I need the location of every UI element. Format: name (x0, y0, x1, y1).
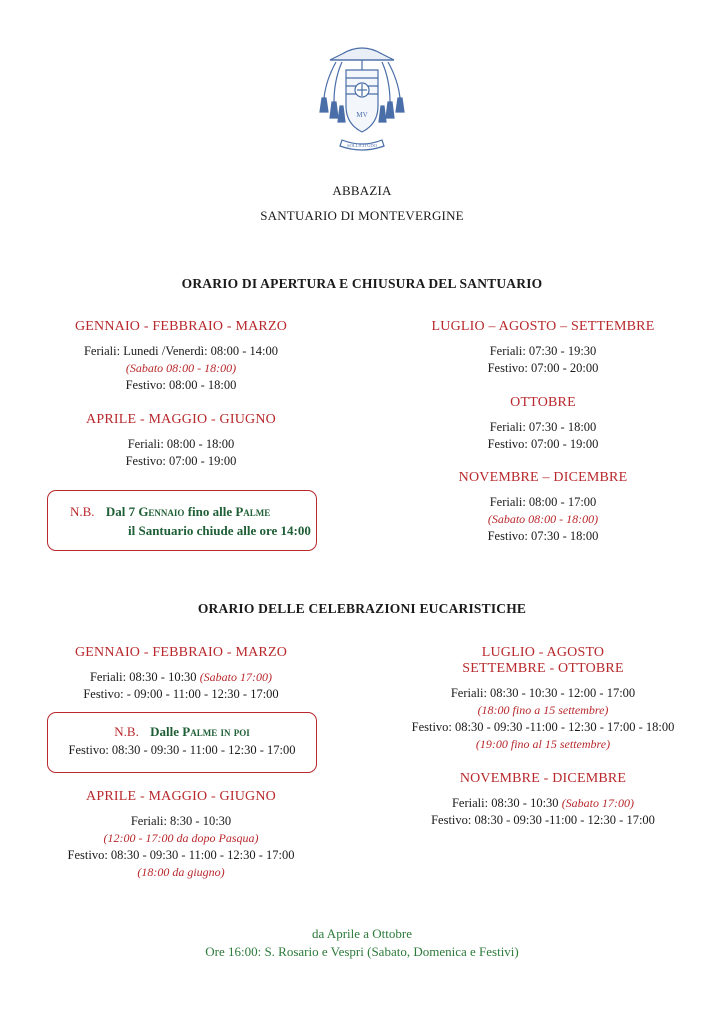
opening-holiday-hours: Festivo: 07:00 - 19:00 (125, 454, 237, 468)
month-heading: LUGLIO - AGOSTO (481, 645, 605, 660)
mass-note-box (47, 712, 317, 773)
opening-weekday-hours: Feriali: 08:00 - 18:00 (127, 437, 235, 451)
note-holiday-hours: Festivo: 08:30 - 09:30 - 11:00 - 12:30 - 17:00 (68, 743, 296, 757)
mass-weekday-note: (18:00 fino a 15 settembre) (477, 703, 609, 717)
mass-weekday-hours: Feriali: 08:30 - 10:30 - 12:00 - 17:00 (450, 686, 636, 700)
nb-label: N.B. (70, 504, 95, 519)
crest-motto: SOLLICITUDO (347, 143, 377, 148)
abbey-coat-of-arms (312, 40, 412, 160)
opening-saturday-hours: (Sabato 08:00 - 18:00) (487, 512, 599, 526)
opening-weekday-hours: Feriali: 08:00 - 17:00 (489, 495, 597, 509)
month-heading: OTTOBRE (510, 395, 576, 410)
opening-holiday-hours: Festivo: 07:30 - 18:00 (487, 529, 599, 543)
mass-holiday-hours: Festivo: 08:30 - 09:30 -11:00 - 12:30 - 17:00 (431, 813, 655, 827)
month-heading: NOVEMBRE – DICEMBRE (458, 470, 628, 485)
mass-nov-dec-block (382, 771, 704, 829)
note-text: fino alle (184, 504, 236, 519)
opening-holiday-hours: Festivo: 08:00 - 18:00 (125, 378, 237, 392)
opening-holiday-hours: Festivo: 07:00 - 19:00 (487, 437, 599, 451)
mass-weekday-hours: Feriali: 8:30 - 10:30 (130, 814, 232, 828)
mass-holiday-hours: Festivo: - 09:00 - 11:00 - 12:30 - 17:00 (83, 687, 279, 701)
opening-weekday-hours: Feriali: 07:30 - 19:30 (489, 344, 597, 358)
mass-jan-mar-block (40, 645, 322, 703)
mass-jul-oct-block (382, 645, 704, 753)
note-closing-line: il Santuario chiude alle ore 14:00 (128, 523, 311, 538)
note-text-sc: Gennaio (138, 504, 185, 519)
mass-weekday-hours: Feriali: 08:30 - 10:30 (451, 796, 562, 810)
month-heading: GENNAIO - FEBBRAIO - MARZO (74, 645, 288, 660)
opening-weekday-hours: Feriali: 07:30 - 18:00 (489, 420, 597, 434)
nb-label: N.B. (114, 724, 139, 739)
month-heading: NOVEMBRE - DICEMBRE (459, 771, 627, 786)
mass-holiday-note: (19:00 fino al 15 settembre) (475, 737, 611, 751)
mass-holiday-hours: Festivo: 08:30 - 09:30 -11:00 - 12:30 - 17:00 - 18:00 (411, 720, 675, 734)
header-santuario: SANTUARIO DI MONTEVERGINE (260, 208, 464, 223)
mass-saturday-note: (Sabato 17:00) (199, 670, 273, 684)
mass-apr-jun-block (40, 789, 322, 881)
crest-initials: MV (356, 111, 368, 119)
footer-season: da Aprile a Ottobre (312, 926, 412, 941)
month-heading: APRILE - MAGGIO - GIUGNO (86, 789, 276, 804)
month-heading: APRILE - MAGGIO - GIUGNO (86, 412, 276, 427)
header-abbazia: ABBAZIA (332, 183, 392, 198)
note-text: Dal 7 (105, 504, 139, 519)
opening-holiday-hours: Festivo: 07:00 - 20:00 (487, 361, 599, 375)
mass-weekday-note: (12:00 - 17:00 da dopo Pasqua) (103, 831, 259, 845)
footer-rosary: Ore 16:00: S. Rosario e Vespri (Sabato, Domenica e Festivi) (205, 944, 519, 959)
month-heading: GENNAIO - FEBBRAIO - MARZO (74, 319, 288, 334)
section-mass-title: ORARIO DELLE CELEBRAZIONI EUCARISTICHE (197, 601, 527, 616)
note-text-sc: Palme in poi (182, 724, 250, 739)
month-heading: LUGLIO – AGOSTO – SETTEMBRE (431, 319, 655, 334)
opening-saturday-hours: (Sabato 08:00 - 18:00) (125, 361, 237, 375)
opening-jan-mar-block (40, 319, 322, 394)
opening-weekday-hours: Feriali: Lunedi /Venerdì: 08:00 - 14:00 (83, 344, 279, 358)
mass-weekday-hours: Feriali: 08:30 - 10:30 (89, 670, 200, 684)
month-heading: SETTEMBRE - OTTOBRE (462, 661, 624, 676)
opening-note-box (47, 490, 317, 551)
mass-saturday-note: (Sabato 17:00) (561, 796, 635, 810)
note-text-sc: Palme (235, 504, 271, 519)
mass-holiday-note: (18:00 da giugno) (137, 865, 225, 879)
opening-jul-sep-block (402, 319, 684, 377)
mass-holiday-hours: Festivo: 08:30 - 09:30 - 11:00 - 12:30 - 17:00 (67, 848, 295, 862)
opening-apr-jun-block (40, 412, 322, 470)
note-text: Dalle (150, 724, 183, 739)
opening-nov-dec-block (402, 470, 684, 545)
opening-oct-block (402, 395, 684, 453)
section-opening-title: ORARIO DI APERTURA E CHIUSURA DEL SANTUARIO (181, 276, 543, 291)
